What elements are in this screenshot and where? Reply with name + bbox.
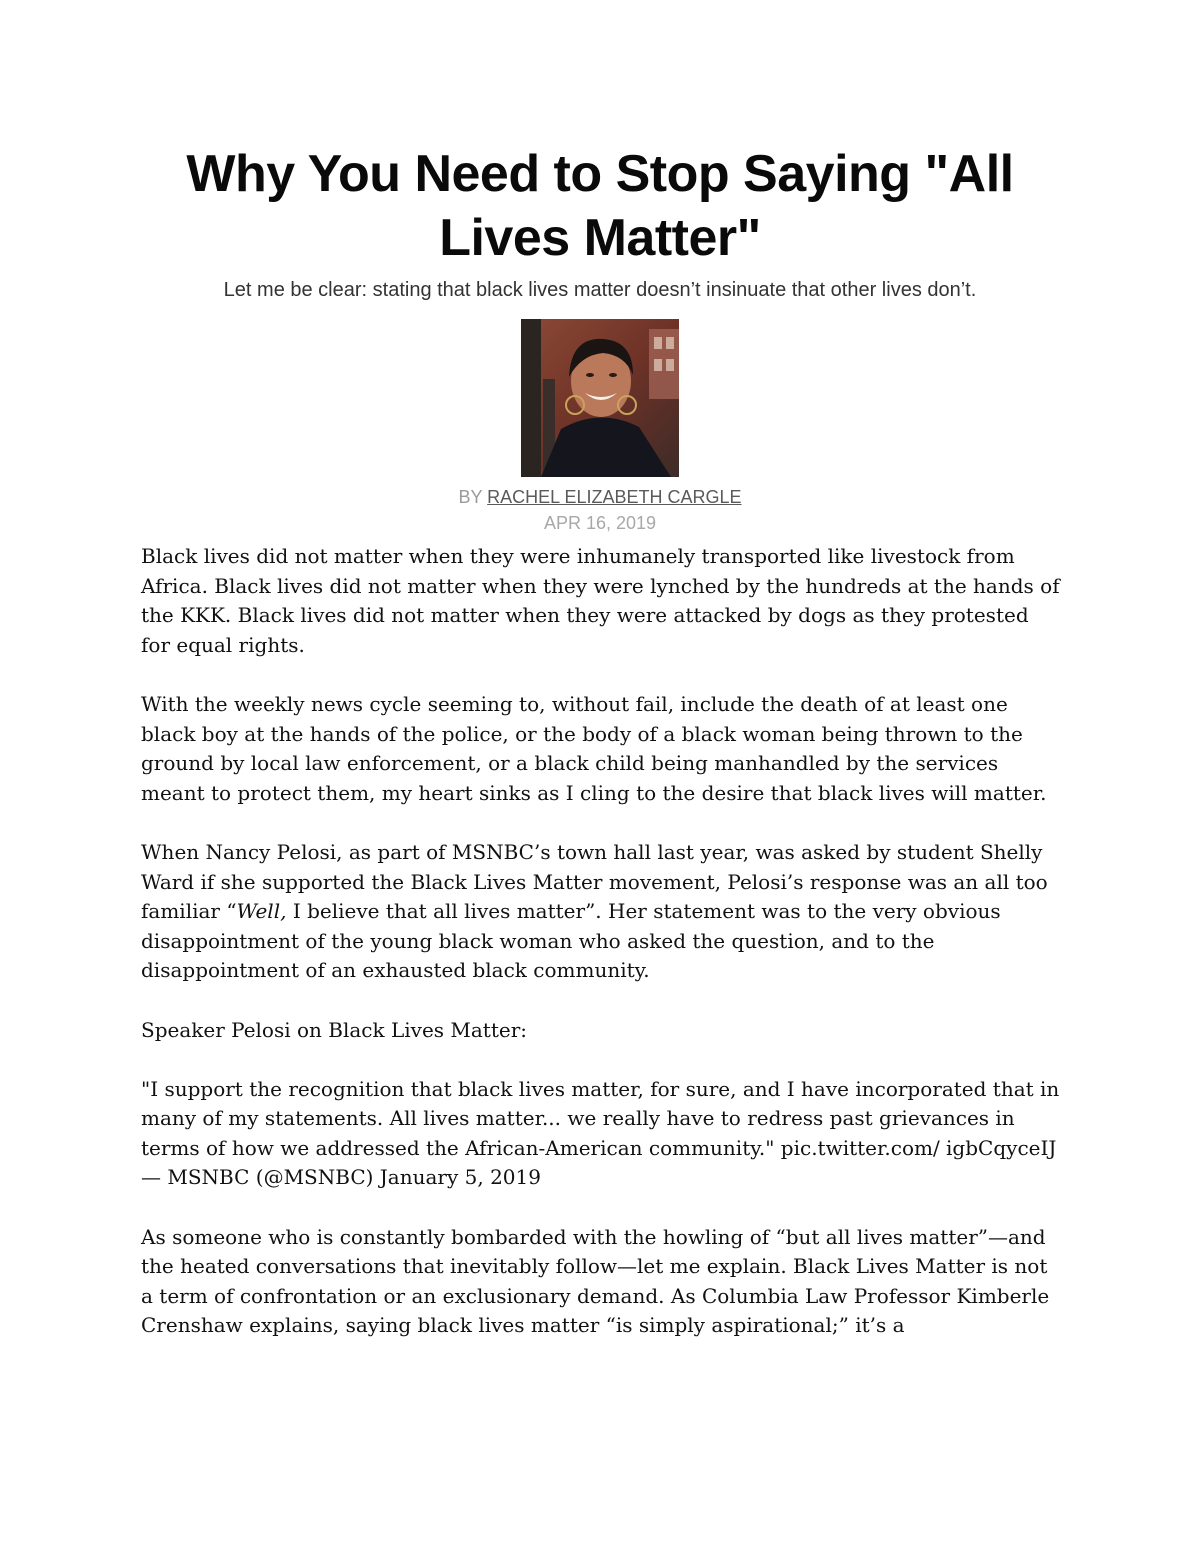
paragraph-6: As someone who is constantly bombarded with the howling of “but all lives matter”—and the heated conversations that inevitably follow—let me explain. Black Lives Matter is not a term of confrontation or an exclusionary demand. As Columbia Law Professor Kimberle Crenshaw explains, saying black lives matter “is simply aspirational;” it’s a xyxy=(141,1224,1050,1338)
paragraph-3-text-start: When Nancy Pelosi, as part of MSNBC’s town hall last year, was asked by student Shelly Ward if she supported the Black Lives Matter movement, Pelosi’s response was an all too familiar “ xyxy=(141,839,1048,924)
paragraph-3 xyxy=(141,838,1061,986)
paragraph-3-italic: Well, xyxy=(236,899,287,924)
paragraph-2: With the weekly news cycle seeming to, without fail, include the death of at least one black boy at the hands of the police, or the body of a black woman being thrown to the ground by local law enforcement, or a black child being manhandled by the services meant to protect them, my heart sinks as I cling to the desire that black lives will matter. xyxy=(141,691,1047,805)
byline xyxy=(200,485,1000,509)
author-portrait-photo xyxy=(521,319,679,477)
author-photo xyxy=(521,319,679,477)
byline-prefix: BY xyxy=(458,487,488,507)
paragraph-3-text-end: I believe that all lives matter”. Her statement was to the very obvious disappointment of the young black woman who asked the question, and to the disappointment of an exhausted black community. xyxy=(141,899,1001,983)
paragraph-4: Speaker Pelosi on Black Lives Matter: xyxy=(141,1017,528,1042)
article-title: Why You Need to Stop Saying "All Lives Matter" xyxy=(186,145,1014,267)
article-subtitle: Let me be clear: stating that black lives matter doesn’t insinuate that other lives don’t. xyxy=(223,279,977,301)
publish-date: APR 16, 2019 xyxy=(543,513,657,533)
embedded-quote: "I support the recognition that black lives matter, for sure, and I have incorporated that in many of my statements. All lives matter... we really have to redress past grievances in terms of how we addressed the African-American community." pic.twitter.com/ igbCqyceIJ xyxy=(141,1076,1060,1160)
paragraph-1: Black lives did not matter when they were inhumanely transported like livestock from Africa. Black lives did not matter when they were lynched by the hundreds at the hands of the KKK. Black lives did not matter when they were attacked by dogs as they protested for equal rights. xyxy=(141,544,1060,657)
quote-attribution: — MSNBC (@MSNBC) January 5, 2019 xyxy=(141,1165,541,1190)
author-link[interactable]: RACHEL ELIZABETH CARGLE xyxy=(487,487,742,507)
article-body xyxy=(141,542,1061,1371)
